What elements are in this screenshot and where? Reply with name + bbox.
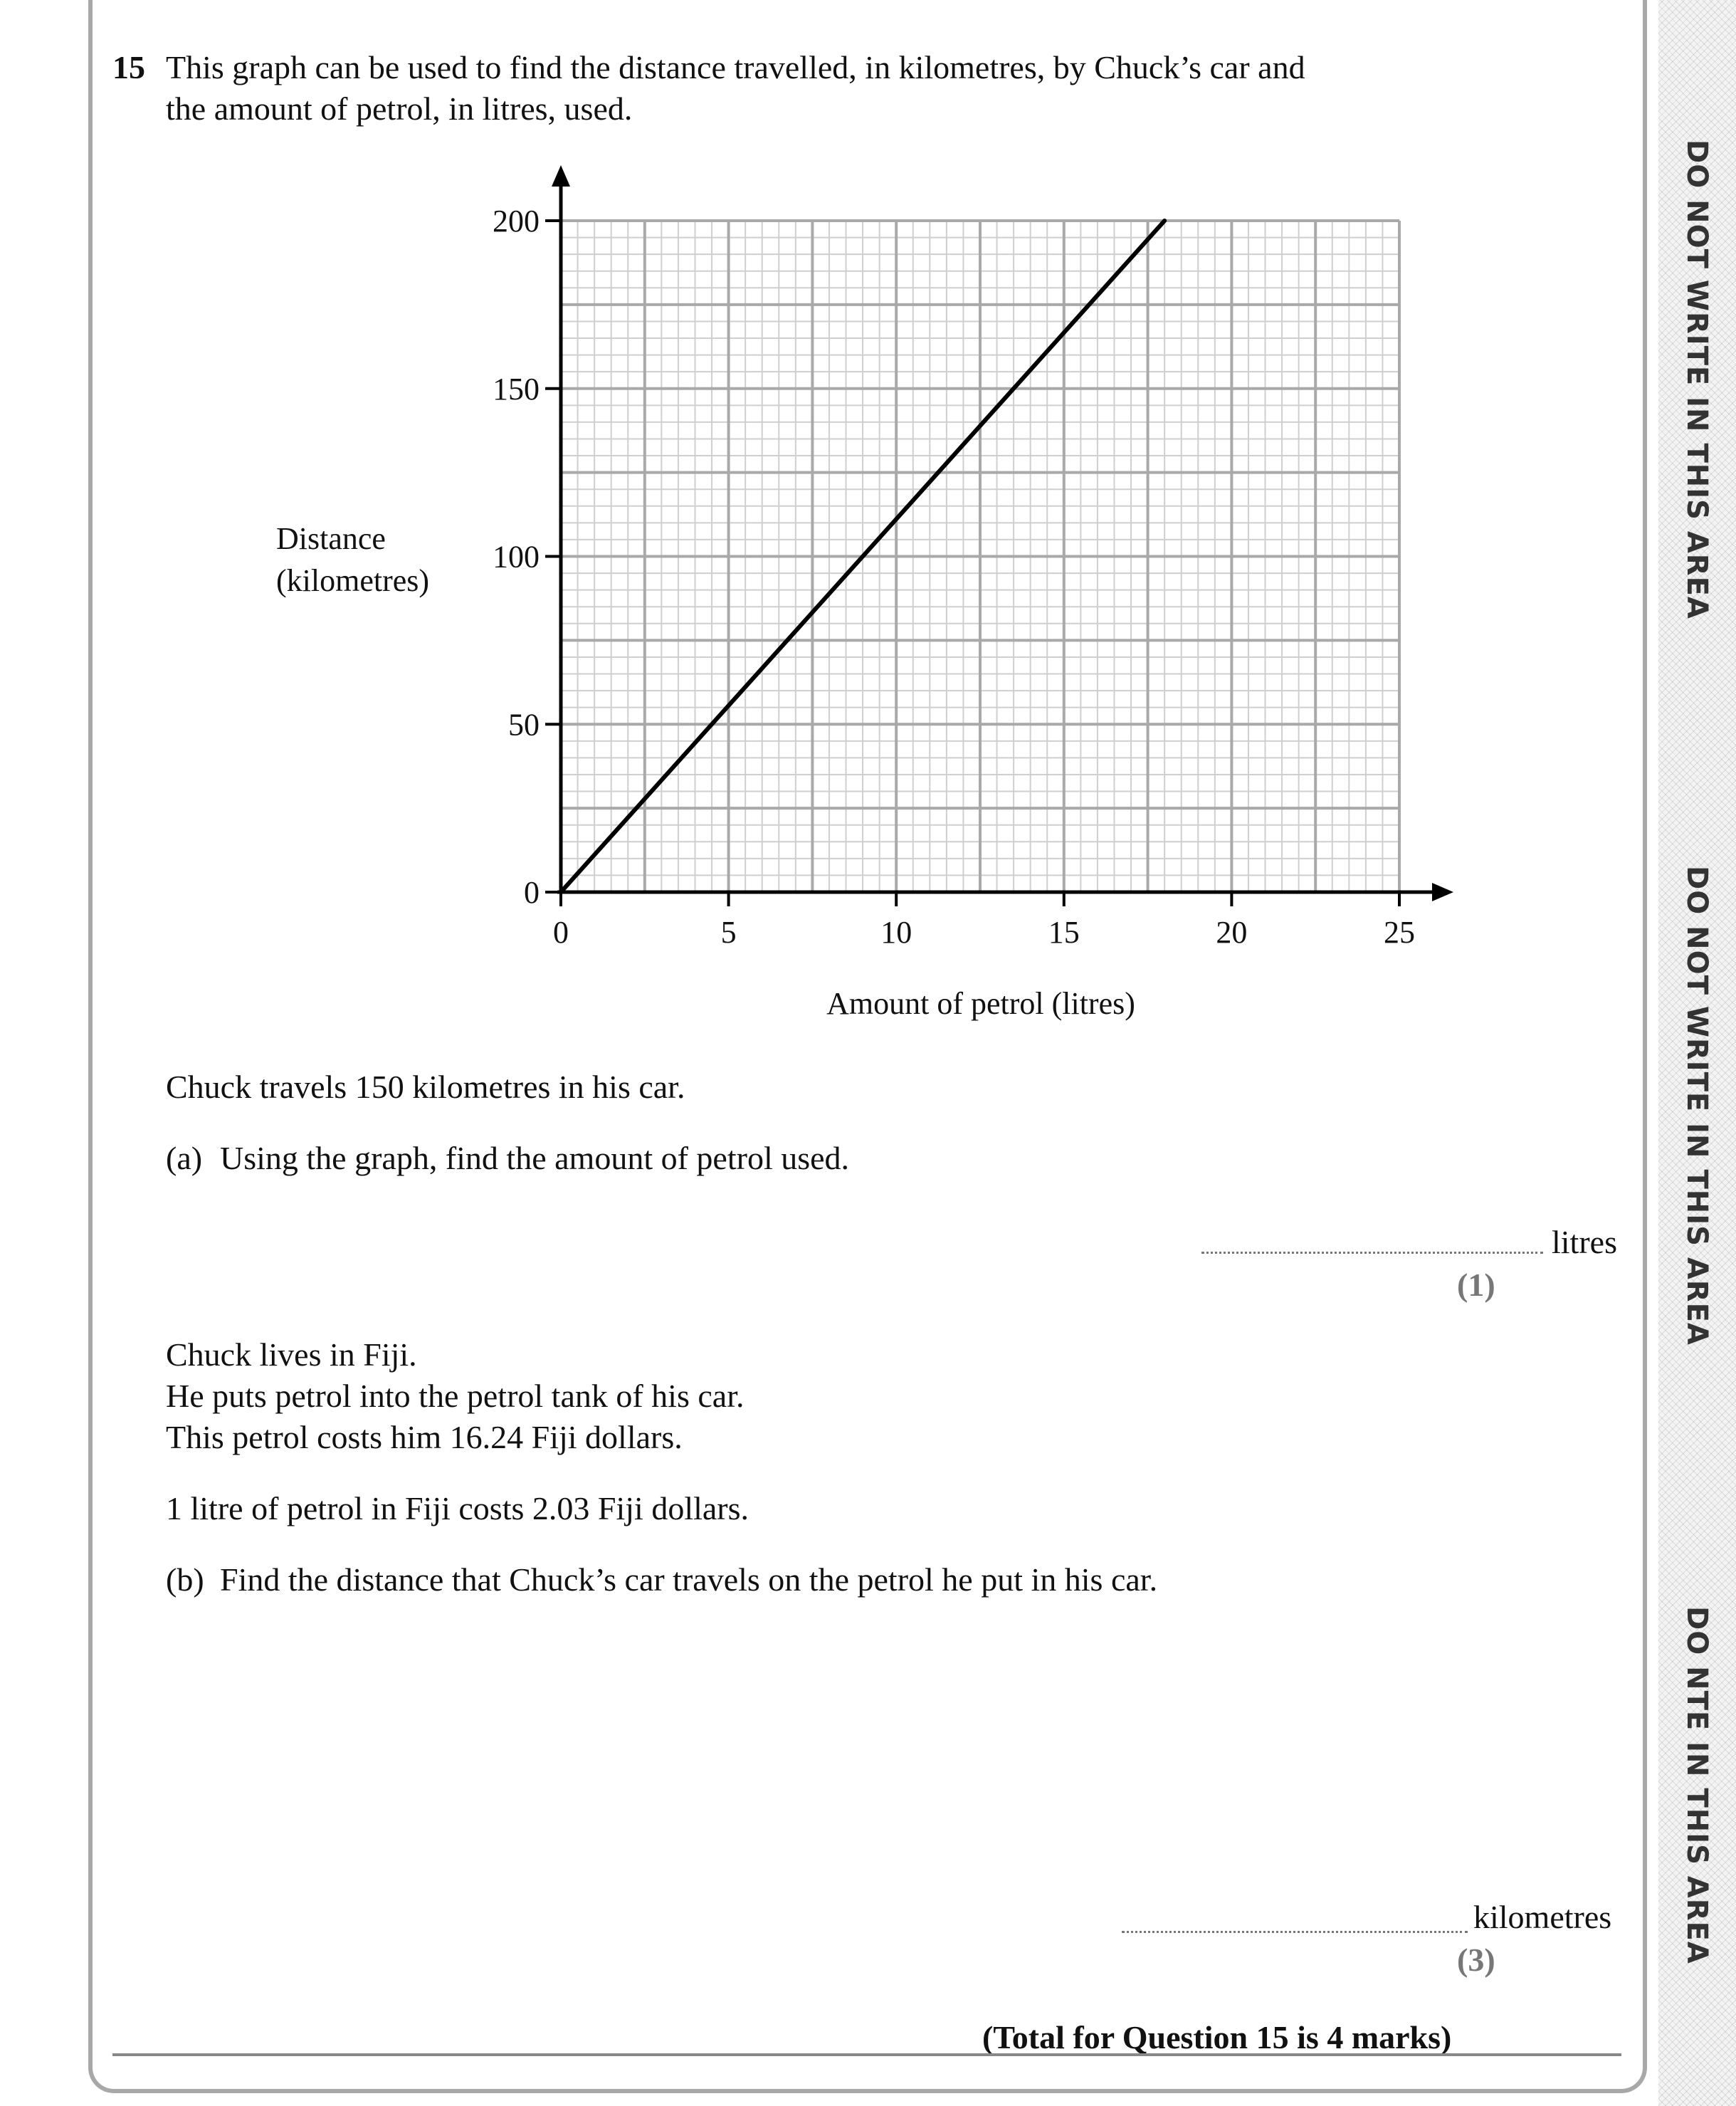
part-a-answer-line[interactable] [1201,1252,1543,1254]
y-axis-arrow [552,165,570,187]
part-b-answer-line[interactable] [1122,1931,1468,1933]
margin-note-2: DO NOT WRITE IN THIS AREA [1680,866,1713,1346]
x-tick-label: 0 [553,915,569,950]
y-axis-label-line2: (kilometres) [276,563,430,598]
margin-note-3: DO NTE IN THIS AREA [1680,1606,1713,1964]
x-axis-arrow [1432,883,1453,901]
question-intro-line2: the amount of petrol, in litres, used. [166,90,633,127]
question-intro-line1: This graph can be used to find the distance travelled, in kilometres, by Chuck’s car and [166,49,1305,85]
y-axis-label-line1: Distance [276,521,386,556]
y-tick-label: 100 [493,539,540,575]
part-b-unit: kilometres [1473,1899,1612,1935]
x-tick-label: 10 [880,915,912,950]
y-tick-label: 50 [508,707,540,743]
x-tick-label: 5 [720,915,737,950]
part-a-prompt: Using the graph, find the amount of petrol used. [220,1140,850,1176]
part-b-label: (b) [166,1561,204,1598]
part-b-context-line4: 1 litre of petrol in Fiji costs 2.03 Fiji dollars. [166,1490,749,1526]
x-tick-label: 20 [1216,915,1248,950]
question-total: (Total for Question 15 is 4 marks) [982,2019,1452,2055]
x-tick-label: 15 [1048,915,1080,950]
margin-note-1: DO NOT WRITE IN THIS AREA [1680,140,1713,619]
part-a-unit: litres [1552,1224,1617,1260]
y-tick-label: 200 [493,204,540,239]
total-rule [112,2053,1621,2056]
part-a-marks: (1) [1457,1267,1495,1303]
part-b-context-line1: Chuck lives in Fiji. [166,1336,417,1373]
part-b-context-line2: He puts petrol into the petrol tank of his car. [166,1378,745,1414]
x-axis-label: Amount of petrol (litres) [826,986,1135,1021]
y-tick-label: 150 [493,371,540,407]
y-tick-label: 0 [524,875,540,910]
x-tick-label: 25 [1384,915,1415,950]
part-b-marks: (3) [1457,1942,1495,1978]
part-b-prompt: Find the distance that Chuck’s car travels on the petrol he put in his car. [220,1561,1158,1598]
ticks [493,204,1415,950]
question-number: 15 [112,49,145,85]
part-a-context: Chuck travels 150 kilometres in his car. [166,1069,685,1105]
part-a-label: (a) [166,1140,203,1176]
part-b-context-line3: This petrol costs him 16.24 Fiji dollars. [166,1419,683,1455]
